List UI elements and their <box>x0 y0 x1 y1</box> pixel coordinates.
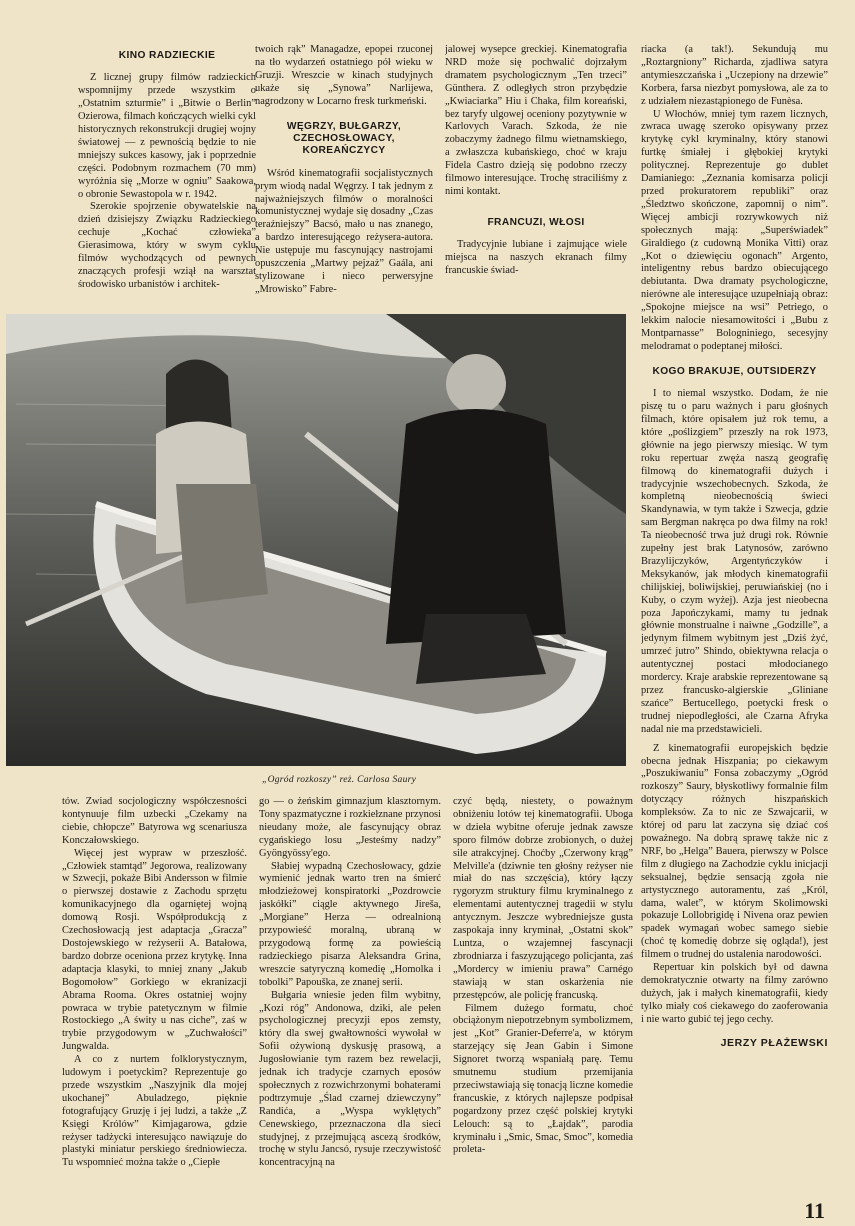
page-number: 11 <box>804 1198 825 1223</box>
paragraph: Z licznej grupy filmów radzieckich wspomnijmy przede wszystkim o „Ostatnim szturmie” i „Bitwie o Berlin” Ozierowa, filmach kończących wielki cykl historycznych rekonstrukcji drugiej wojny światowej — z pewnością będzie to nie mniejszy sukces kasowy, jak i poprzednie części. Podobnym rozmachem (70 mm) wyróżnia się „Morze w ogniu” Saakowa, o obronie Sewastopola w r. 1942. <box>78 72 256 200</box>
section-heading-kino-radzieckie: KINO RADZIECKIE <box>118 50 216 61</box>
author-signature: JERZY PŁAŻEWSKI <box>720 1036 828 1049</box>
column-4 <box>641 44 828 1194</box>
section-heading-wegrzy: WĘGRZY, BUŁGARZY, CZECHOSŁOWACY, KOREAŃCZYCY <box>286 120 402 157</box>
paragraph: Wśród kinematografii socjalistycznych prym wiodą nadal Węgrzy. I tak jednym z najważniejszych filmów o moralności komunistycznej wydaje się dosadny „Czas teraźniejszy” Bacsó, mało u nas znanego, a bardzo interesującego reżysera-autora. Nie ustępuje mu fascynujący nastrojami opuszczenia „Martwy pejzaż” Gaála, ani stylizowane i nieco perwersyjne „Mrowisko” Fabre- <box>255 167 433 295</box>
paragraph: A co z nurtem folklorystycznym, ludowym i poetyckim? Reprezentuje go przede wszystkim „Naszyjnik dla mojej ukochanej” Abuladzego, pięknie fotografujący Gruzję i jej ludzi, a także „Z Księgi Królów” Kimjagarowa, gdzie reżyser tadżycki interesująco nawiązuje do plastyki miniatur perskiego średniowiecza. Tu wspomnieć można także o „Ciepłe <box>62 1054 247 1169</box>
paragraph: Szerokie spojrzenie obywatelskie na dzień dzisiejszy Związku Radzieckiego cechuje „Kochać człowieka” Gierasimowa, który w swym cyklu filmów wychodzących od pewnych znaczących profesji wziął na warsztat środowisko urbanistów i architek- <box>78 201 256 290</box>
paragraph: czyć będą, niestety, o poważnym obniżeniu lotów tej kinematografii. Uboga w dzieła wybitne oferuje jednak zawsze sporo filmów dobrze zrobionych, o dużej sile atrakcyjnej. Choćby „Czerwony krąg” Melville'a (dziwnie ten głośny reżyser nie miał do nas szczęścia), który łączy rygoryzm struktury filmu kryminalnego z elementami autentycznej tragedii w stylu antycznym. Jeszcze wybredniejsze gusta zaspokaja inny kryminał, „Ostatni skok” Luntza, o wzajemnej fascynacji zbrodniarza i faszyzującego policjanta, zaś „Mordercy w imieniu prawa” Carnégo stawiają w stan oskarżenia nie przestępców, ale policję francuską. <box>453 796 633 1001</box>
paragraph: U Włochów, mniej tym razem licznych, zwraca uwagę szeroko opisywany przez krytykę cykl kryminalny, który stanowi furtkę śmiałej i głębokiej krytyki politycznej. Reprezentuje go dublet Damianiego: „Zeznania komisarza policji przed prokuratorem republiki” oraz „Śledztwo skończone, zapomnij o nim”. Więcej ambicji rozrywkowych niż społecznych mają: „Superświadek” Giraldiego (z cudowną Monika Vitti) oraz „Kot o dziewięciu ogonach” Argento, inteligentny rebus bardzo obiecującego debiutanta. Dwa dramaty psychologiczne, nierówne ale interesujące uzupełniają obraz: „Spokojne miejsce na wsi” Petriego, o lekkim nalocie niesamowitości i „Bubu z Montparnasse” Bologniniego, secesyjny melodramat o podeptanej miłości. <box>641 108 828 352</box>
paragraph: Repertuar kin polskich był od dawna demokratycznie otwarty na filmy zarówno dużych, jak i małych kinematografii, kiedy tylko miały coś ciekawego do zaoferowania i nie warto gubić tej jego cechy. <box>641 962 828 1025</box>
column-6 <box>259 796 441 1196</box>
column-1 <box>78 44 256 314</box>
column-7 <box>453 796 633 1196</box>
paragraph: I to niemal wszystko. Dodam, że nie piszę tu o paru ważnych i paru głośnych filmach, które opisałem już rok temu, a które „poślizgiem” przeszły na rok 1973, głównie na jego pierwszy miesiąc. W tym roku repertuar zwęża naszą geografię filmową do kinematografii dużych i tradycyjnie wszechobecnych. Szkoda, że kompletną nieobecnością świeci Skandynawia, w tym także i Szwecja, gdzie sam Bergman nakręca po dwa filmy na rok! Ta nieobecność trwa już drugi rok. Równie zupełny jest brak Latynosów, zarówno Brazylijczyków, Argentyńczyków i Meksykanów, jak młodych kinematografii chilijskiej, boliwijskiej, peruwiańskiej (no i Kuby, o czym wyżej). Azja jest nieobecna poza Japończykami, mamy tu jednak głównie monstrualne i naiwne „Godzille”, a jedynym filmem wybitnym jest „Dziś żyć, umrzeć jutro” Shindo, obiektywna relacja o autentycznej postaci młodocianego mordercy. Kraje arabskie reprezentowane są przez francusko-algierskie „Gliniane szańce” Bertucellego, poetycki fresk o trudnej niepodległości, ale Czarna Afryka nadal nie ma przedstawicieli. <box>641 388 828 735</box>
paragraph: Słabiej wypadną Czechosłowacy, gdzie wymienić jednak warto tren na śmierć młodzieżowej konspiratorki „Pozdrowcie jaskółki” ciągle aktywnego Jireša, „Morgiane” Herza — odrealnioną przypowieść moralną, ubraną w przygodową formę za powieścią radzieckiego pisarza Aleksandra Grina, wreszcie satyryczną komedię „Homolka i tobolki” Papouška, ze znanej serii. <box>259 860 441 988</box>
paragraph: jalowej wysepce greckiej. Kinematografia NRD może się pochwalić dojrzałym dramatem psychologicznym „Ten trzeci” Günthera. Z odległych stron przybędzie „Kwiaciarka” Hiu i Chaka, film koreański, bez taryfy ulgowej oceniony pozytywnie w Karlovych Varach. Szkoda, że nie zobaczymy żadnego filmu wietnamskiego, a zwłaszcza kubańskiego, choć w kraju Fidela Castro dzieją się podobno rzeczy filmowo interesujące. Trochę straciliśmy z nimi kontakt. <box>445 44 627 197</box>
paragraph: Filmem dużego formatu, choć obciążonym niepotrzebnym symbolizmem, jest „Kot” Granier-Deferre'a, w którym starzejący się Jean Gabin i Simone Signoret tworzą wspaniałą parę. Temu smutnemu studium przemijania przeciwstawiają się tonacją liczne komedie francuskie, z których najlepsze podpisał pogardzony przez część polskiej krytyki Lelouch: są to „Łajdak”, parodia kryminału i „Smic, Smac, Smoc”, komedia proleta- <box>453 1002 633 1156</box>
column-2 <box>255 44 433 314</box>
photo-caption: „Ogród rozkoszy” reż. Carlosa Saury <box>262 775 417 785</box>
paragraph: tów. Zwiad socjologiczny współczesności kontynuuje film uzbecki „Czekamy na ciebie, chłopcze” Batyrowa wg scenariusza Konczałowskiego. <box>62 796 247 846</box>
paragraph: Więcej jest wypraw w przeszłość. „Człowiek stamtąd” Jegorowa, realizowany w Szwecji, pokaże Bibi Andersson w filmie o pierwszej dostawie z Zachodu sprzętu komunikacyjnego dla ogarniętej wojną domową Rosji. Współprodukcją z Czechosłowacją jest adaptacja „Gracza” Dostojewskiego w reżyserii A. Batałowa, bardzo dobrze oceniona przez krytykę. Inna adaptacja klasyki, to mniej znany „Jakub Bogomołow” Gorkiego w ekranizacji Abrama Rooma. Okres ostatniej wojny powraca w trybie patetycznym w filmie Rostockiego „A świty u nas ciche”, zaś w trybie przygodowym w „Zuchwałości” Jungwalda. <box>62 847 247 1053</box>
column-5 <box>62 796 247 1196</box>
section-heading-francuzi-wlosi: FRANCUZI, WŁOSI <box>487 216 585 228</box>
rowboat-scene-image <box>6 314 626 766</box>
paragraph: Tradycyjnie lubiane i zajmujące wiele miejsca na naszych ekranach filmy francuskie świad- <box>445 239 627 277</box>
paragraph: twoich rąk” Managadze, epopei rzuconej na tło wydarzeń ostatniego pół wieku w Gruzji. Wreszcie w kinach studyjnych ukaże się „Synowa” Narlijewa, nagrodzony w Locarno fresk turkmeński. <box>255 44 433 107</box>
column-3 <box>445 44 627 314</box>
section-heading-kogo-brakuje: KOGO BRAKUJE, OUTSIDERZY <box>652 365 817 377</box>
paragraph: riacka (a tak!). Sekundują mu „Roztargniony” Richarda, zjadliwa satyra antymieszczańska i „Uczepiony na drzewie” Korbera, farsa niezbyt pomysłowa, ale za to z udziałem niezastąpionego de Funèsa. <box>641 44 828 107</box>
paragraph: Bułgaria wniesie jeden film wybitny, „Kozi róg” Andonowa, dziki, ale pełen psychologicznej precyzji epos zemsty, który dla swej gwałtowności wywołał w Sofii ożywioną dyskusję prasową, a Jugosłowianie tym razem bez rewelacji, jednak ich tradycje czarnych eposów społecznych z rozwichrzonymi bohaterami podtrzymuje „Ślad czarnej dziewczyny” Randića, a „Wyspa wyklętych” Cenewskiego, przeznaczona dla sieci studyjnej, z przejmującą ascezą środków, trochę w stylu Jancsó, rysuje rzeczywistość koncentracyjną na <box>259 989 441 1169</box>
paragraph: go — o żeńskim gimnazjum klasztornym. Tony spazmatyczne i rozkiełznane przynosi nieudany może, ale fascynujący obraz cygańskiego losu „Jesteśmy nadzy” Gyöngyössy'ego. <box>259 796 441 859</box>
paragraph: Z kinematografii europejskich będzie obecna jednak Hiszpania; po ciekawym „Poszukiwaniu” Fonsa zobaczymy „Ogród rozkoszy” Saury, błyskotliwy formalnie film dotyczący różnych hiszpańskich kompleksów. Za to nic ze Szwajcarii, w której od paru lat zaczyna się dziać coś poważnego. Na dobrą sprawę także nic z NRF, bo „Helga” Bauera, pierwszy w Polsce film z długiego na Zachodzie cyklu inicjacji seksualnej, będzie sensacją zgoła nie artystycznego autoramentu, zaś „Król, dama, walet”, w którym Skolimowski pokazuje Lollobrigidę i Nivena oraz pewien spadek wymagań wobec samego siebie (choć tę komedię dobrze się ogląda!), jest filmem o trudnej do ustalenia narodowości. <box>641 742 828 961</box>
film-still-photo <box>6 314 626 766</box>
